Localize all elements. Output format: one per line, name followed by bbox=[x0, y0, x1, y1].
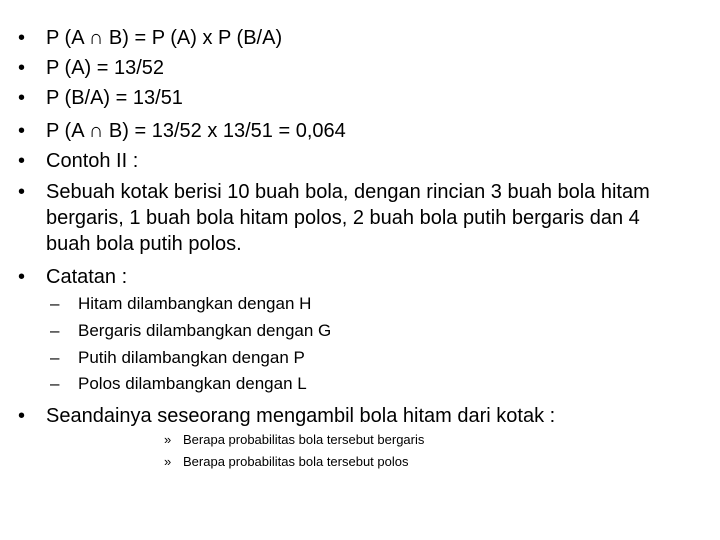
item-text: P (A ∩ B) = P (A) x P (B/A) bbox=[46, 27, 283, 49]
subquestion-text: Berapa probabilitas bola tersebut polos bbox=[183, 454, 409, 469]
item-text: P (A ∩ B) = 13/52 x 13/51 = 0,064 bbox=[46, 120, 346, 142]
item-text: Seandainya seseorang mengambil bola hitam dari kotak : bbox=[46, 405, 556, 427]
chevron-right-icon: » bbox=[164, 432, 172, 447]
item-text: P (A) = 13/52 bbox=[46, 57, 165, 79]
note-text: Polos dilambangkan dengan L bbox=[78, 374, 307, 393]
dash-icon: – bbox=[50, 294, 60, 313]
bullet-icon: • bbox=[18, 27, 26, 49]
bullet-icon: • bbox=[18, 150, 26, 172]
bullet-icon: • bbox=[18, 266, 26, 288]
chevron-right-icon: » bbox=[164, 454, 172, 469]
bullet-icon: • bbox=[18, 120, 26, 142]
bullet-icon: • bbox=[18, 87, 26, 109]
item-text: Sebuah kotak berisi 10 buah bola, dengan rincian 3 buah bola hitam bergaris, 1 buah bola hitam polos, 2 buah bola putih bergaris dan 4 buah bola putih polos. bbox=[46, 181, 650, 255]
subquestion-text: Berapa probabilitas bola tersebut bergaris bbox=[183, 432, 425, 447]
dash-icon: – bbox=[50, 348, 60, 367]
note-text: Putih dilambangkan dengan P bbox=[78, 348, 305, 367]
bullet-icon: • bbox=[18, 181, 26, 203]
dash-icon: – bbox=[50, 374, 60, 393]
item-text: Contoh II : bbox=[46, 150, 139, 172]
item-text: P (B/A) = 13/51 bbox=[46, 87, 183, 109]
note-text: Bergaris dilambangkan dengan G bbox=[78, 321, 332, 340]
bullet-icon: • bbox=[18, 57, 26, 79]
note-text: Hitam dilambangkan dengan H bbox=[78, 294, 312, 313]
bullet-icon: • bbox=[18, 405, 26, 427]
dash-icon: – bbox=[50, 321, 60, 340]
item-text: Catatan : bbox=[46, 266, 128, 288]
